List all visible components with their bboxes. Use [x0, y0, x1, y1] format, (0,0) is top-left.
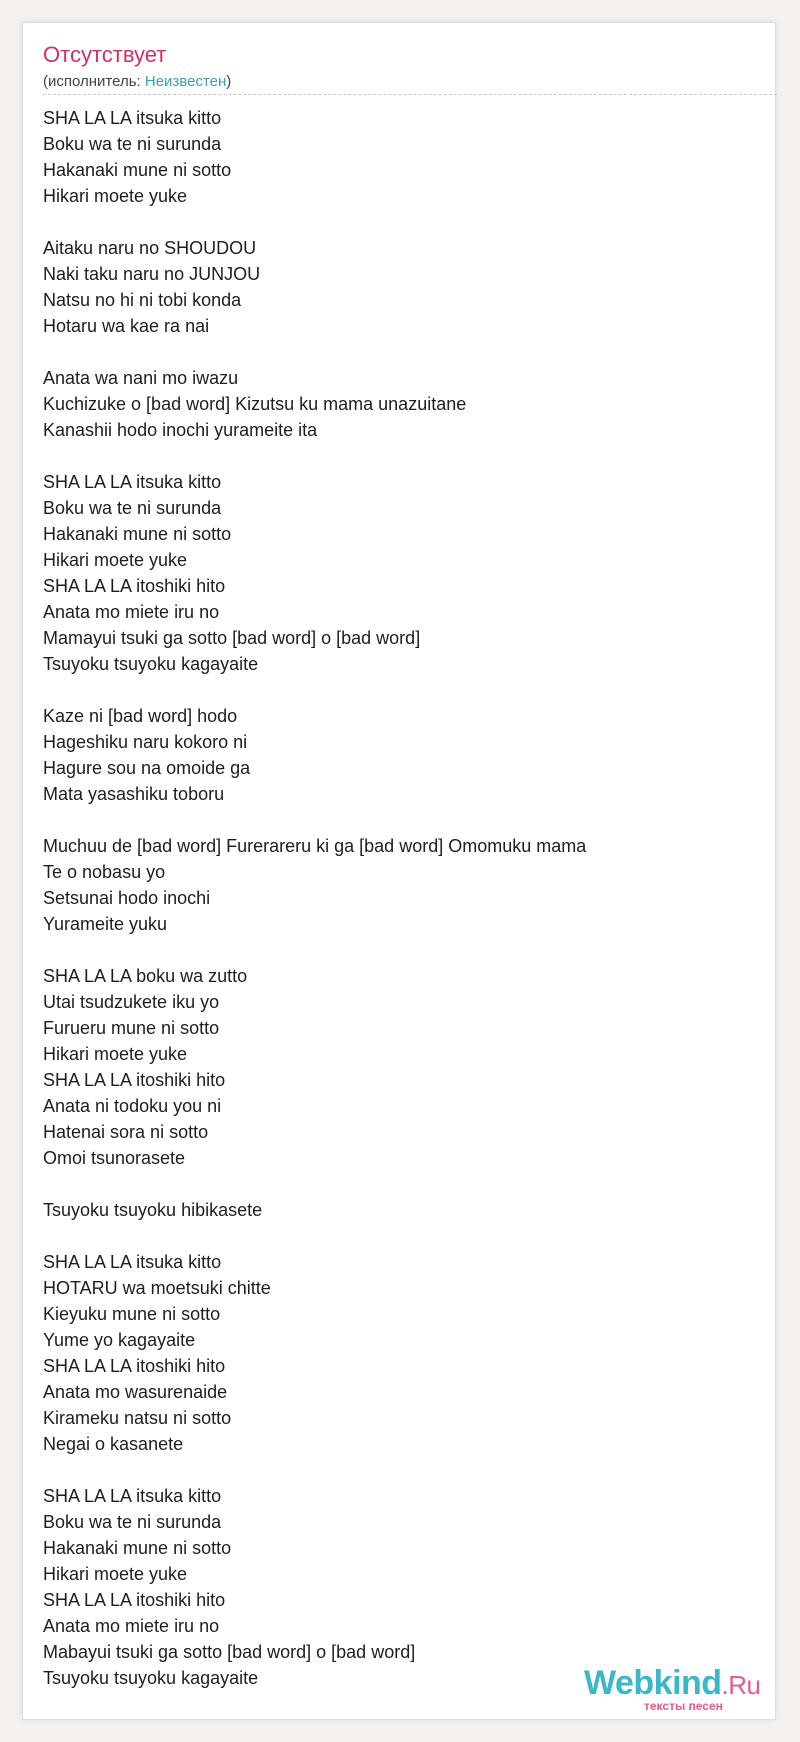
lyrics-line: Hikari moete yuke [43, 1044, 188, 1064]
lyrics-line: Kieyuku mune ni sotto [43, 1304, 221, 1324]
lyrics-line: Anata ni todoku you ni [43, 1096, 222, 1116]
lyrics-line: Boku wa te ni surunda [43, 134, 222, 154]
lyrics-line: Anata wa nani mo iwazu [43, 368, 239, 388]
lyrics-blank-line [43, 1223, 743, 1249]
logo-word: Webkind [584, 1664, 722, 1702]
lyrics-line: Tsuyoku tsuyoku kagayaite [43, 1668, 259, 1688]
lyrics-line: Mamayui tsuki ga sotto [bad word] o [bad word] [43, 628, 421, 648]
lyrics-line: Hikari moete yuke [43, 1564, 188, 1584]
lyrics-line: Boku wa te ni surunda [43, 498, 222, 518]
lyrics-line: SHA LA LA itoshiki hito [43, 1070, 226, 1090]
lyrics-line: Hatenai sora ni sotto [43, 1122, 209, 1142]
lyrics-line: Hikari moete yuke [43, 550, 188, 570]
lyrics-line: Anata mo miete iru no [43, 1616, 220, 1636]
lyrics-line: Yurameite yuku [43, 914, 168, 934]
logo-tld: .Ru [721, 1670, 761, 1700]
lyrics-card [22, 22, 776, 1720]
lyrics-line: Setsunai hodo inochi [43, 888, 211, 908]
artist-prefix: (исполнитель: [43, 73, 145, 90]
lyrics-blank-line [43, 443, 743, 469]
lyrics-line: Hakanaki mune ni sotto [43, 524, 232, 544]
lyrics-blank-line [43, 807, 743, 833]
artist-line [43, 73, 231, 91]
lyrics-line: Kirameku natsu ni sotto [43, 1408, 232, 1428]
artist-suffix: ) [226, 73, 232, 90]
lyrics-line: Hagure sou na omoide ga [43, 758, 251, 778]
lyrics-line: Anata mo wasurenaide [43, 1382, 228, 1402]
lyrics-blank-line [43, 1171, 743, 1197]
lyrics-line: Boku wa te ni surunda [43, 1512, 222, 1532]
lyrics-blank-line [43, 937, 743, 963]
lyrics-line: Tsuyoku tsuyoku kagayaite [43, 654, 259, 674]
song-title: Отсутствует [43, 42, 167, 67]
lyrics-body [43, 105, 743, 1691]
lyrics-line: Yume yo kagayaite [43, 1330, 196, 1350]
lyrics-line: Hageshiku naru kokoro ni [43, 732, 248, 752]
lyrics-line: Muchuu de [bad word] Furerareru ki ga [bad word] Omomuku mama [43, 836, 587, 856]
lyrics-line: SHA LA LA itoshiki hito [43, 1590, 226, 1610]
lyrics-line: Tsuyoku tsuyoku hibikasete [43, 1200, 263, 1220]
title-divider [43, 94, 777, 95]
lyrics-line: SHA LA LA itoshiki hito [43, 576, 226, 596]
lyrics-line: Naki taku naru no JUNJOU [43, 264, 261, 284]
lyrics-blank-line [43, 677, 743, 703]
lyrics-line: Mata yasashiku toboru [43, 784, 225, 804]
lyrics-line: SHA LA LA itoshiki hito [43, 1356, 226, 1376]
lyrics-line: Omoi tsunorasete [43, 1148, 186, 1168]
lyrics-line: SHA LA LA itsuka kitto [43, 472, 222, 492]
lyrics-line: Kaze ni [bad word] hodo [43, 706, 238, 726]
lyrics-line: Kuchizuke o [bad word] Kizutsu ku mama unazuitane [43, 394, 467, 414]
lyrics-blank-line [43, 339, 743, 365]
artist-link[interactable]: Неизвестен [144, 73, 227, 90]
lyrics-line: Hakanaki mune ni sotto [43, 1538, 232, 1558]
lyrics-line: Furueru mune ni sotto [43, 1018, 220, 1038]
lyrics-line: SHA LA LA itsuka kitto [43, 108, 222, 128]
site-logo[interactable] [584, 1663, 774, 1715]
lyrics-line: Hakanaki mune ni sotto [43, 160, 232, 180]
lyrics-line: Hotaru wa kae ra nai [43, 316, 210, 336]
lyrics-blank-line [43, 209, 743, 235]
lyrics-line: Mabayui tsuki ga sotto [bad word] o [bad word] [43, 1642, 416, 1662]
lyrics-line: HOTARU wa moetsuki chitte [43, 1278, 271, 1298]
lyrics-line: Hikari moete yuke [43, 186, 188, 206]
lyrics-line: Anata mo miete iru no [43, 602, 220, 622]
logo-tagline: тексты песен [644, 1699, 723, 1713]
lyrics-line: Te o nobasu yo [43, 862, 166, 882]
lyrics-line: Utai tsudzukete iku yo [43, 992, 220, 1012]
lyrics-line: Negai o kasanete [43, 1434, 184, 1454]
lyrics-line: Kanashii hodo inochi yurameite ita [43, 420, 318, 440]
lyrics-line: Aitaku naru no SHOUDOU [43, 238, 257, 258]
lyrics-line: SHA LA LA boku wa zutto [43, 966, 248, 986]
lyrics-line: SHA LA LA itsuka kitto [43, 1252, 222, 1272]
lyrics-line: Natsu no hi ni tobi konda [43, 290, 242, 310]
lyrics-blank-line [43, 1457, 743, 1483]
lyrics-line: SHA LA LA itsuka kitto [43, 1486, 222, 1506]
